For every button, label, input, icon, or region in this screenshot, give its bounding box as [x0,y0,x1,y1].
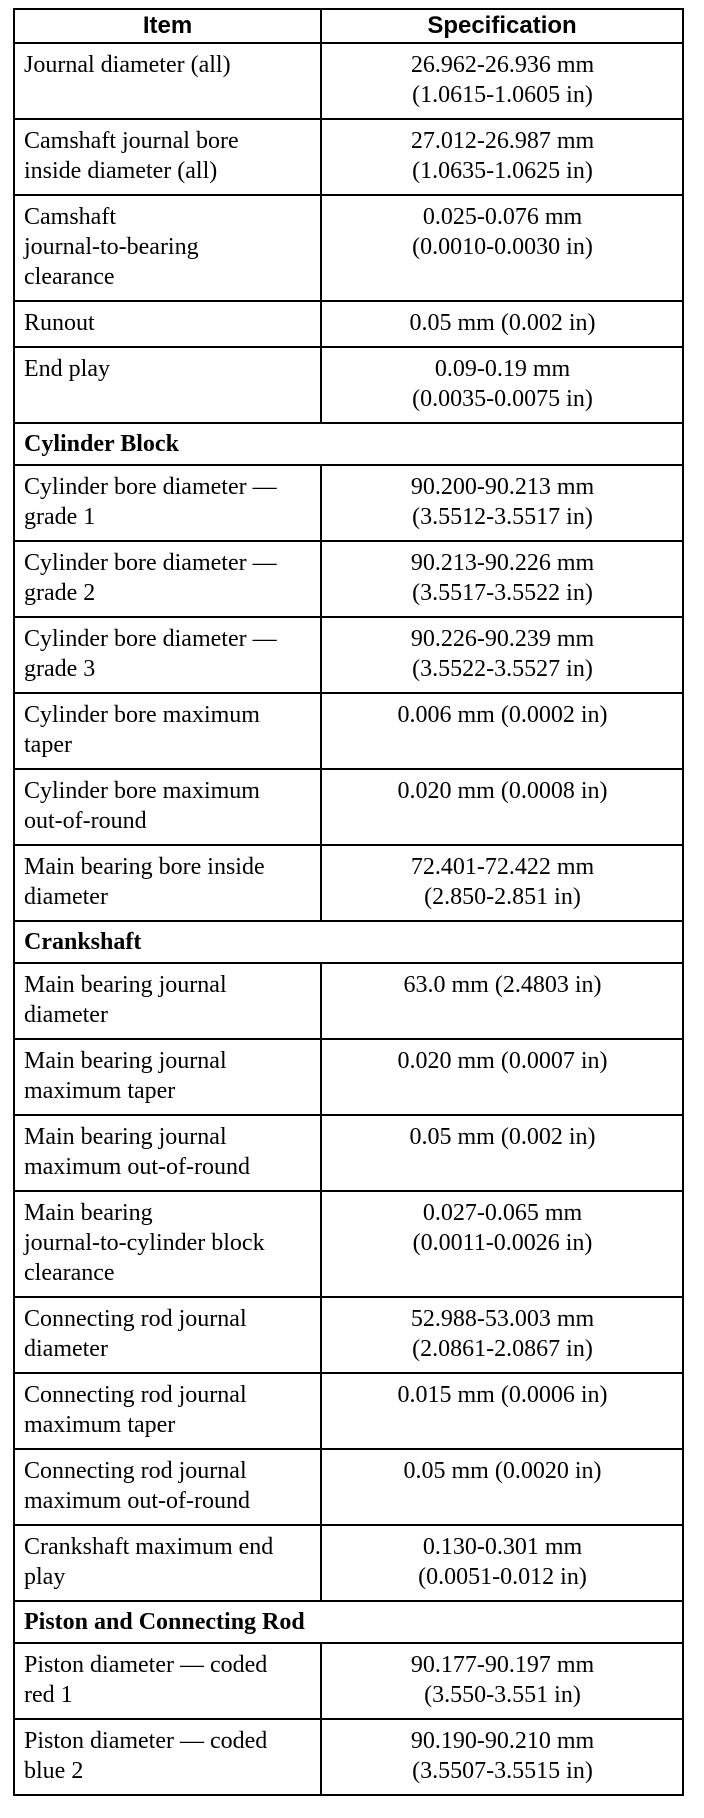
item-cell [14,347,321,423]
item-text: play [24,1564,66,1590]
item-cell [14,541,321,617]
table-row [14,1719,683,1795]
section-row [14,921,683,963]
specification-cell [321,845,683,921]
table-row [14,693,683,769]
item-text: grade 3 [24,656,96,682]
specification-text: 90.177-90.197 mm [410,1652,595,1678]
item-text: Main bearing journal [24,1048,227,1074]
item-text: red 1 [24,1682,73,1708]
table-row [14,769,683,845]
specification-text: (3.550-3.551 in) [424,1682,581,1708]
item-cell [14,769,321,845]
specification-cell [321,1191,683,1297]
item-text: inside diameter (all) [24,158,218,184]
item-text: Camshaft [24,204,116,230]
item-text: Cylinder bore diameter — [24,474,277,500]
table-row [14,541,683,617]
item-text: Cylinder bore maximum [24,778,260,804]
item-text: Camshaft journal bore [24,128,239,154]
specification-cell [321,347,683,423]
specification-text: (1.0615-1.0605 in) [412,82,593,108]
item-text: taper [24,732,72,758]
specification-text: 0.006 mm (0.0002 in) [397,702,608,728]
item-cell [14,1039,321,1115]
item-text: maximum out-of-round [24,1488,250,1514]
specification-text: 52.988-53.003 mm [410,1306,595,1332]
specification-text: (0.0051-0.012 in) [418,1564,587,1590]
item-text: Main bearing bore inside [24,854,265,880]
specification-text: 0.05 mm (0.002 in) [409,310,596,336]
table-row [14,119,683,195]
item-text: Main bearing [24,1200,153,1226]
specification-cell [321,1719,683,1795]
specification-text: 27.012-26.987 mm [410,128,595,154]
specification-text: 0.020 mm (0.0008 in) [397,778,608,804]
specification-text: 72.401-72.422 mm [410,854,595,880]
item-text: maximum out-of-round [24,1154,250,1180]
item-text: Crankshaft maximum end [24,1534,274,1560]
specification-table [13,8,684,1796]
specification-text: 90.200-90.213 mm [410,474,595,500]
table-row [14,1449,683,1525]
item-cell [14,1373,321,1449]
section-heading: Cylinder Block [14,423,683,465]
specification-cell [321,769,683,845]
item-cell [14,1191,321,1297]
table-row [14,1191,683,1297]
item-text: Cylinder bore maximum [24,702,260,728]
item-text: Cylinder bore diameter — [24,550,277,576]
item-text: maximum taper [24,1078,176,1104]
specification-cell [321,465,683,541]
specification-text: (1.0635-1.0625 in) [412,158,593,184]
item-text: End play [24,356,110,382]
specification-text: 0.05 mm (0.002 in) [409,1124,596,1150]
specification-text: (3.5507-3.5515 in) [412,1758,593,1784]
item-cell [14,465,321,541]
specification-text: 0.05 mm (0.0020 in) [403,1458,602,1484]
section-heading: Piston and Connecting Rod [14,1601,683,1643]
specification-cell [321,119,683,195]
specification-cell [321,963,683,1039]
item-cell [14,845,321,921]
item-text: diameter [24,1336,108,1362]
table-body [14,43,683,1795]
specification-text: 90.213-90.226 mm [410,550,595,576]
specification-text: 26.962-26.936 mm [410,52,595,78]
table-row [14,43,683,119]
specification-text: (0.0011-0.0026 in) [412,1230,593,1256]
table-row [14,1115,683,1191]
item-text: diameter [24,1002,108,1028]
item-text: Main bearing journal [24,972,227,998]
item-cell [14,195,321,301]
specification-cell [321,1039,683,1115]
section-heading: Crankshaft [14,921,683,963]
table-row [14,845,683,921]
item-text: Main bearing journal [24,1124,227,1150]
specification-text: 0.025-0.076 mm [422,204,583,230]
specification-cell [321,301,683,347]
table-row [14,301,683,347]
item-text: out-of-round [24,808,147,834]
item-cell [14,1449,321,1525]
specification-text: (3.5512-3.5517 in) [412,504,593,530]
header-row [14,9,683,43]
table-row [14,195,683,301]
item-text: Connecting rod journal [24,1306,247,1332]
specification-cell [321,1449,683,1525]
item-text: Journal diameter (all) [24,52,231,78]
specification-text: 0.130-0.301 mm [422,1534,583,1560]
specification-text: 0.020 mm (0.0007 in) [397,1048,608,1074]
item-text: maximum taper [24,1412,176,1438]
item-cell [14,43,321,119]
item-text: grade 1 [24,504,96,530]
table-row [14,1039,683,1115]
item-cell [14,1643,321,1719]
specification-text: (3.5517-3.5522 in) [412,580,593,606]
item-cell [14,301,321,347]
specification-text: 0.09-0.19 mm [434,356,571,382]
item-text: journal-to-cylinder block [24,1230,265,1256]
table-row [14,347,683,423]
specification-column-header: Specification [321,9,683,43]
item-cell [14,963,321,1039]
item-text: Cylinder bore diameter — [24,626,277,652]
table-row [14,1525,683,1601]
specification-cell [321,43,683,119]
specification-text: (2.850-2.851 in) [424,884,581,910]
specification-text: 90.226-90.239 mm [410,626,595,652]
item-text: grade 2 [24,580,96,606]
item-text: Connecting rod journal [24,1458,247,1484]
item-cell [14,1525,321,1601]
item-text: journal-to-bearing [24,234,199,260]
item-text: blue 2 [24,1758,84,1784]
item-text: diameter [24,884,108,910]
table-row [14,1373,683,1449]
item-text: Runout [24,310,95,336]
item-cell [14,119,321,195]
table-row [14,617,683,693]
specification-text: (3.5522-3.5527 in) [412,656,593,682]
specification-cell [321,195,683,301]
item-text: clearance [24,264,115,290]
specification-cell [321,541,683,617]
table-row [14,1297,683,1373]
specification-cell [321,1297,683,1373]
specification-text: (0.0010-0.0030 in) [412,234,593,260]
specification-text: 63.0 mm (2.4803 in) [403,972,602,998]
specification-cell [321,617,683,693]
section-row [14,1601,683,1643]
table-row [14,1643,683,1719]
specification-cell [321,693,683,769]
specification-text: 90.190-90.210 mm [410,1728,595,1754]
item-cell [14,1719,321,1795]
item-cell [14,1115,321,1191]
specification-text: (2.0861-2.0867 in) [412,1336,593,1362]
item-cell [14,693,321,769]
item-text: Piston diameter — coded [24,1728,268,1754]
specification-text: (0.0035-0.0075 in) [412,386,593,412]
specification-cell [321,1525,683,1601]
table-row [14,963,683,1039]
item-column-header: Item [14,9,321,43]
item-text: Piston diameter — coded [24,1652,268,1678]
item-cell [14,1297,321,1373]
specification-cell [321,1643,683,1719]
item-text: clearance [24,1260,115,1286]
section-row [14,423,683,465]
specification-text: 0.027-0.065 mm [422,1200,583,1226]
table-row [14,465,683,541]
item-cell [14,617,321,693]
item-text: Connecting rod journal [24,1382,247,1408]
specification-text: 0.015 mm (0.0006 in) [397,1382,608,1408]
specification-cell [321,1115,683,1191]
specification-cell [321,1373,683,1449]
